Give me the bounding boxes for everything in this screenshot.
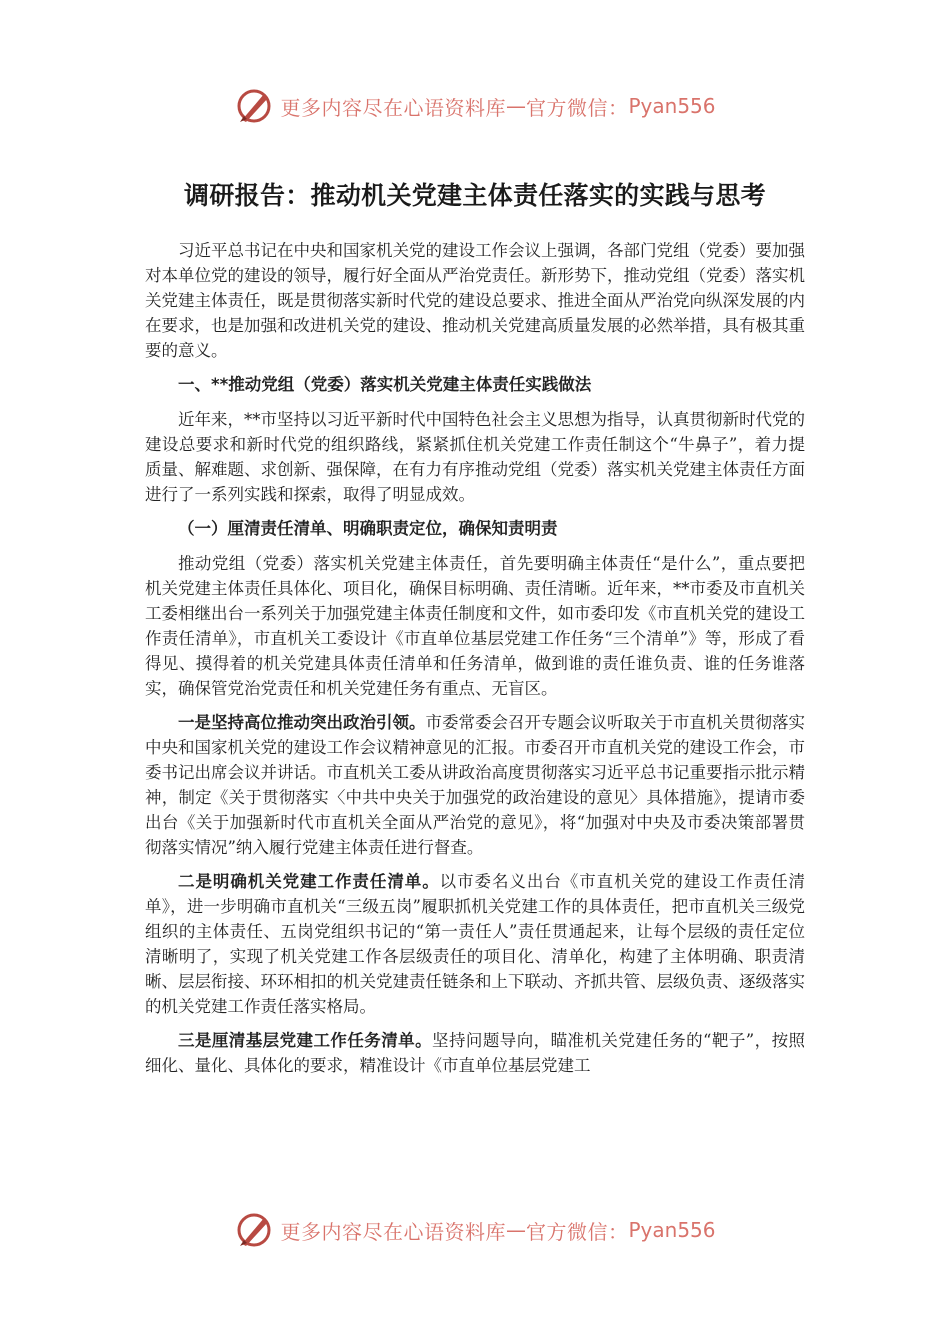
intro-paragraph: 习近平总书记在中央和国家机关党的建设工作会议上强调，各部门党组（党委）要加强对本单位党的建设的领导，履行好全面从严治党责任。新形势下，推动党组（党委）落实机关党建主体责任，既是贯彻落实新时代党的建设总要求、推进全面从严治党向纵深发展的内在要求，也是加强和改进机关党的建设、推动机关党建高质量发展的必然举措，具有极其重要的意义。	[145, 241, 805, 360]
subsection-1-paragraph: 推动党组（党委）落实机关党建主体责任，首先要明确主体责任“是什么”，重点要把机关党建主体责任具体化、项目化，确保目标明确、责任清晰。近年来，**市委及市直机关工委相继出台一系列关于加强党建主体责任制度和文件，如市委印发《市直机关党的建设工作责任清单》，市直机关工委设计《市直单位基层党建工作任务“三个清单”》等，形成了看得见、摸得着的机关党建具体责任清单和任务清单，做到谁的责任谁负责、谁的任务谁落实，确保管党治党责任和机关党建任务有重点、无盲区。	[145, 554, 805, 698]
watermark-text: 更多内容尽在心语资料库	[280, 95, 506, 120]
pen-logo-icon	[234, 86, 274, 126]
watermark-text: 更多内容尽在心语资料库	[280, 1219, 506, 1244]
watermark-wechat-label: 官方微信：	[525, 1219, 629, 1244]
watermark-separator: —	[505, 94, 526, 118]
subsection-1-heading: （一）厘清责任清单、明确职责定位，确保知责明责	[178, 519, 558, 538]
point-3-text: 坚持问题导向，瞄准机关党建任务的“靶子”，按照细化、量化、具体化的要求，精准设计《市直单位基层党建工	[145, 1031, 806, 1075]
section-1-heading: 一、**推动党组（党委）落实机关党建主体责任实践做法	[178, 375, 592, 394]
point-2-text: 以市委名义出台《市直机关党的建设工作责任清单》，进一步明确市直机关“三级五岗”履职抓机关党建工作的具体责任，把市直机关三级党组织的主体责任、五岗党组织书记的“第一责任人”责任贯通起来，让每个层级的责任定位清晰明了，实现了机关党建工作各层级责任的项目化、清单化，构建了主体明确、职责清晰、层层衔接、环环相扣的机关党建责任链条和上下联动、齐抓共管、层级负责、逐级落实的机关党建工作责任落实格局。	[145, 872, 806, 1016]
pen-logo-icon	[234, 1210, 274, 1250]
point-2-lead: 二是明确机关党建工作责任清单。	[178, 872, 440, 891]
watermark-header	[0, 84, 950, 128]
point-1-paragraph	[145, 710, 805, 860]
section-1-paragraph: 近年来，**市坚持以习近平新时代中国特色社会主义思想为指导，认真贯彻新时代党的建设总要求和新时代党的组织路线，紧紧抓住机关党建工作责任制这个“牛鼻子”，着力提质量、解难题、求创新、强保障，在有力有序推动党组（党委）落实机关党建主体责任方面进行了一系列实践和探索，取得了明显成效。	[145, 410, 805, 504]
point-3-lead: 三是厘清基层党建工作任务清单。	[178, 1031, 433, 1050]
document-body	[145, 176, 805, 1087]
watermark-wechat-label: 官方微信：	[525, 95, 629, 120]
document-title: 调研报告：推动机关党建主体责任落实的实践与思考	[184, 181, 766, 210]
point-1-lead: 一是坚持高位推动突出政治引领。	[178, 713, 426, 732]
point-1-text: 市委常委会召开专题会议听取关于市直机关贯彻落实中央和国家机关党的建设工作会议精神意见的汇报。市委召开市直机关党的建设工作会，市委书记出席会议并讲话。市直机关工委从讲政治高度贯彻落实习近平总书记重要指示批示精神，制定《关于贯彻落实〈中共中央关于加强党的政治建设的意见〉具体措施》，提请市委出台《关于加强新时代市直机关全面从严治党的意见》，将“加强对中央及市委决策部署贯彻落实情况”纳入履行党建主体责任进行督查。	[145, 713, 805, 857]
watermark-footer	[0, 1208, 950, 1252]
point-2-paragraph	[145, 869, 805, 1019]
watermark-separator: —	[505, 1218, 526, 1242]
point-3-paragraph	[145, 1028, 805, 1078]
watermark-handle: Pyan556	[628, 94, 716, 118]
watermark-handle: Pyan556	[628, 1218, 716, 1242]
